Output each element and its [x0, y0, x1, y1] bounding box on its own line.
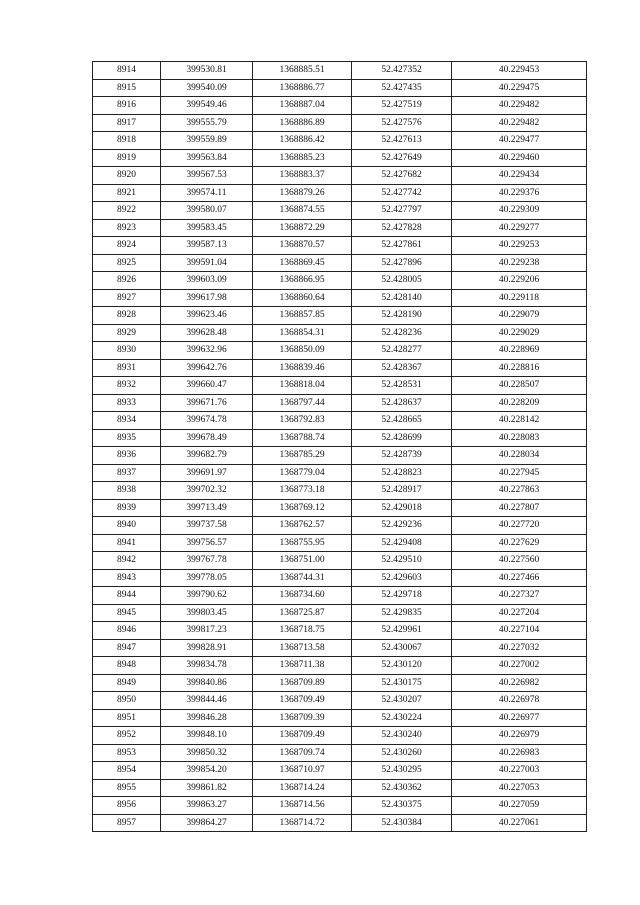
- latitude-cell: 52.428739: [352, 447, 452, 465]
- point-number-cell: 8945: [93, 604, 161, 622]
- latitude-cell: 52.430224: [352, 709, 452, 727]
- longitude-cell: 40.227945: [452, 464, 587, 482]
- longitude-cell: 40.228507: [452, 377, 587, 395]
- table-row: [93, 639, 587, 657]
- latitude-cell: 52.429603: [352, 569, 452, 587]
- point-number-cell: 8946: [93, 622, 161, 640]
- table-row: [93, 79, 587, 97]
- x-coordinate-cell: 399803.45: [161, 604, 253, 622]
- y-coordinate-cell: 1368885.23: [253, 149, 352, 167]
- longitude-cell: 40.227863: [452, 482, 587, 500]
- longitude-cell: 40.227032: [452, 639, 587, 657]
- y-coordinate-cell: 1368714.56: [253, 797, 352, 815]
- table-row: [93, 149, 587, 167]
- point-number-cell: 8948: [93, 657, 161, 675]
- longitude-cell: 40.229477: [452, 132, 587, 150]
- longitude-cell: 40.227204: [452, 604, 587, 622]
- latitude-cell: 52.430175: [352, 674, 452, 692]
- longitude-cell: 40.227002: [452, 657, 587, 675]
- x-coordinate-cell: 399671.76: [161, 394, 253, 412]
- y-coordinate-cell: 1368714.24: [253, 779, 352, 797]
- latitude-cell: 52.429510: [352, 552, 452, 570]
- y-coordinate-cell: 1368718.75: [253, 622, 352, 640]
- y-coordinate-cell: 1368886.77: [253, 79, 352, 97]
- y-coordinate-cell: 1368860.64: [253, 289, 352, 307]
- table-row: [93, 587, 587, 605]
- x-coordinate-cell: 399574.11: [161, 184, 253, 202]
- point-number-cell: 8923: [93, 219, 161, 237]
- table-row: [93, 272, 587, 290]
- x-coordinate-cell: 399623.46: [161, 307, 253, 325]
- y-coordinate-cell: 1368872.29: [253, 219, 352, 237]
- point-number-cell: 8952: [93, 727, 161, 745]
- x-coordinate-cell: 399540.09: [161, 79, 253, 97]
- point-number-cell: 8914: [93, 62, 161, 80]
- table-row: [93, 132, 587, 150]
- x-coordinate-cell: 399702.32: [161, 482, 253, 500]
- table-row: [93, 429, 587, 447]
- table-row: [93, 359, 587, 377]
- table-row: [93, 797, 587, 815]
- x-coordinate-cell: 399817.23: [161, 622, 253, 640]
- latitude-cell: 52.430120: [352, 657, 452, 675]
- point-number-cell: 8935: [93, 429, 161, 447]
- latitude-cell: 52.428637: [352, 394, 452, 412]
- x-coordinate-cell: 399790.62: [161, 587, 253, 605]
- latitude-cell: 52.430295: [352, 762, 452, 780]
- table-row: [93, 202, 587, 220]
- longitude-cell: 40.227003: [452, 762, 587, 780]
- latitude-cell: 52.430260: [352, 744, 452, 762]
- longitude-cell: 40.226978: [452, 692, 587, 710]
- x-coordinate-cell: 399767.78: [161, 552, 253, 570]
- x-coordinate-cell: 399834.78: [161, 657, 253, 675]
- y-coordinate-cell: 1368709.39: [253, 709, 352, 727]
- table-row: [93, 289, 587, 307]
- x-coordinate-cell: 399603.09: [161, 272, 253, 290]
- point-number-cell: 8957: [93, 814, 161, 832]
- x-coordinate-cell: 399864.27: [161, 814, 253, 832]
- latitude-cell: 52.428005: [352, 272, 452, 290]
- x-coordinate-cell: 399846.28: [161, 709, 253, 727]
- x-coordinate-cell: 399563.84: [161, 149, 253, 167]
- table-row: [93, 604, 587, 622]
- latitude-cell: 52.427682: [352, 167, 452, 185]
- point-number-cell: 8926: [93, 272, 161, 290]
- y-coordinate-cell: 1368755.95: [253, 534, 352, 552]
- latitude-cell: 52.427896: [352, 254, 452, 272]
- point-number-cell: 8930: [93, 342, 161, 360]
- point-number-cell: 8953: [93, 744, 161, 762]
- x-coordinate-cell: 399844.46: [161, 692, 253, 710]
- x-coordinate-cell: 399756.57: [161, 534, 253, 552]
- x-coordinate-cell: 399555.79: [161, 114, 253, 132]
- y-coordinate-cell: 1368850.09: [253, 342, 352, 360]
- longitude-cell: 40.227560: [452, 552, 587, 570]
- longitude-cell: 40.228142: [452, 412, 587, 430]
- point-number-cell: 8918: [93, 132, 161, 150]
- latitude-cell: 52.427519: [352, 97, 452, 115]
- y-coordinate-cell: 1368751.00: [253, 552, 352, 570]
- point-number-cell: 8915: [93, 79, 161, 97]
- y-coordinate-cell: 1368709.89: [253, 674, 352, 692]
- longitude-cell: 40.229277: [452, 219, 587, 237]
- table-row: [93, 779, 587, 797]
- longitude-cell: 40.229482: [452, 97, 587, 115]
- longitude-cell: 40.229079: [452, 307, 587, 325]
- point-number-cell: 8949: [93, 674, 161, 692]
- x-coordinate-cell: 399591.04: [161, 254, 253, 272]
- x-coordinate-cell: 399848.10: [161, 727, 253, 745]
- table-row: [93, 499, 587, 517]
- y-coordinate-cell: 1368788.74: [253, 429, 352, 447]
- latitude-cell: 52.428699: [352, 429, 452, 447]
- latitude-cell: 52.428917: [352, 482, 452, 500]
- y-coordinate-cell: 1368725.87: [253, 604, 352, 622]
- x-coordinate-cell: 399628.48: [161, 324, 253, 342]
- longitude-cell: 40.227104: [452, 622, 587, 640]
- table-row: [93, 482, 587, 500]
- y-coordinate-cell: 1368713.58: [253, 639, 352, 657]
- table-row: [93, 674, 587, 692]
- table-row: [93, 394, 587, 412]
- longitude-cell: 40.226983: [452, 744, 587, 762]
- table-row: [93, 464, 587, 482]
- latitude-cell: 52.427613: [352, 132, 452, 150]
- latitude-cell: 52.428190: [352, 307, 452, 325]
- x-coordinate-cell: 399682.79: [161, 447, 253, 465]
- x-coordinate-cell: 399691.97: [161, 464, 253, 482]
- table-row: [93, 727, 587, 745]
- point-number-cell: 8917: [93, 114, 161, 132]
- point-number-cell: 8941: [93, 534, 161, 552]
- y-coordinate-cell: 1368714.72: [253, 814, 352, 832]
- latitude-cell: 52.428823: [352, 464, 452, 482]
- point-number-cell: 8919: [93, 149, 161, 167]
- point-number-cell: 8950: [93, 692, 161, 710]
- longitude-cell: 40.228083: [452, 429, 587, 447]
- latitude-cell: 52.428236: [352, 324, 452, 342]
- y-coordinate-cell: 1368711.38: [253, 657, 352, 675]
- point-number-cell: 8947: [93, 639, 161, 657]
- y-coordinate-cell: 1368709.49: [253, 692, 352, 710]
- y-coordinate-cell: 1368886.42: [253, 132, 352, 150]
- x-coordinate-cell: 399713.49: [161, 499, 253, 517]
- latitude-cell: 52.429718: [352, 587, 452, 605]
- latitude-cell: 52.429236: [352, 517, 452, 535]
- longitude-cell: 40.226982: [452, 674, 587, 692]
- latitude-cell: 52.430240: [352, 727, 452, 745]
- longitude-cell: 40.229376: [452, 184, 587, 202]
- point-number-cell: 8937: [93, 464, 161, 482]
- y-coordinate-cell: 1368709.74: [253, 744, 352, 762]
- longitude-cell: 40.227720: [452, 517, 587, 535]
- point-number-cell: 8933: [93, 394, 161, 412]
- table-row: [93, 692, 587, 710]
- x-coordinate-cell: 399850.32: [161, 744, 253, 762]
- longitude-cell: 40.229460: [452, 149, 587, 167]
- y-coordinate-cell: 1368887.04: [253, 97, 352, 115]
- longitude-cell: 40.228969: [452, 342, 587, 360]
- y-coordinate-cell: 1368885.51: [253, 62, 352, 80]
- x-coordinate-cell: 399583.45: [161, 219, 253, 237]
- table-row: [93, 377, 587, 395]
- y-coordinate-cell: 1368854.31: [253, 324, 352, 342]
- table-row: [93, 534, 587, 552]
- x-coordinate-cell: 399863.27: [161, 797, 253, 815]
- point-number-cell: 8916: [93, 97, 161, 115]
- point-number-cell: 8932: [93, 377, 161, 395]
- x-coordinate-cell: 399678.49: [161, 429, 253, 447]
- x-coordinate-cell: 399778.05: [161, 569, 253, 587]
- coordinates-table-body: [93, 62, 587, 832]
- y-coordinate-cell: 1368779.04: [253, 464, 352, 482]
- y-coordinate-cell: 1368734.60: [253, 587, 352, 605]
- table-row: [93, 97, 587, 115]
- x-coordinate-cell: 399861.82: [161, 779, 253, 797]
- latitude-cell: 52.428277: [352, 342, 452, 360]
- longitude-cell: 40.229118: [452, 289, 587, 307]
- y-coordinate-cell: 1368785.29: [253, 447, 352, 465]
- longitude-cell: 40.229253: [452, 237, 587, 255]
- table-row: [93, 762, 587, 780]
- x-coordinate-cell: 399587.13: [161, 237, 253, 255]
- y-coordinate-cell: 1368773.18: [253, 482, 352, 500]
- longitude-cell: 40.227629: [452, 534, 587, 552]
- x-coordinate-cell: 399580.07: [161, 202, 253, 220]
- point-number-cell: 8955: [93, 779, 161, 797]
- longitude-cell: 40.227466: [452, 569, 587, 587]
- coordinates-table: [92, 61, 587, 832]
- longitude-cell: 40.229206: [452, 272, 587, 290]
- y-coordinate-cell: 1368762.57: [253, 517, 352, 535]
- point-number-cell: 8921: [93, 184, 161, 202]
- x-coordinate-cell: 399559.89: [161, 132, 253, 150]
- latitude-cell: 52.430067: [352, 639, 452, 657]
- y-coordinate-cell: 1368857.85: [253, 307, 352, 325]
- latitude-cell: 52.428665: [352, 412, 452, 430]
- x-coordinate-cell: 399617.98: [161, 289, 253, 307]
- latitude-cell: 52.427861: [352, 237, 452, 255]
- point-number-cell: 8951: [93, 709, 161, 727]
- longitude-cell: 40.228816: [452, 359, 587, 377]
- longitude-cell: 40.227059: [452, 797, 587, 815]
- table-row: [93, 622, 587, 640]
- table-row: [93, 114, 587, 132]
- latitude-cell: 52.429018: [352, 499, 452, 517]
- x-coordinate-cell: 399530.81: [161, 62, 253, 80]
- latitude-cell: 52.427576: [352, 114, 452, 132]
- latitude-cell: 52.427828: [352, 219, 452, 237]
- latitude-cell: 52.427742: [352, 184, 452, 202]
- point-number-cell: 8924: [93, 237, 161, 255]
- latitude-cell: 52.430384: [352, 814, 452, 832]
- table-row: [93, 552, 587, 570]
- table-row: [93, 237, 587, 255]
- point-number-cell: 8922: [93, 202, 161, 220]
- table-row: [93, 744, 587, 762]
- point-number-cell: 8936: [93, 447, 161, 465]
- table-row: [93, 517, 587, 535]
- x-coordinate-cell: 399549.46: [161, 97, 253, 115]
- y-coordinate-cell: 1368797.44: [253, 394, 352, 412]
- point-number-cell: 8944: [93, 587, 161, 605]
- point-number-cell: 8934: [93, 412, 161, 430]
- longitude-cell: 40.229029: [452, 324, 587, 342]
- latitude-cell: 52.428367: [352, 359, 452, 377]
- longitude-cell: 40.229309: [452, 202, 587, 220]
- table-row: [93, 342, 587, 360]
- point-number-cell: 8928: [93, 307, 161, 325]
- x-coordinate-cell: 399660.47: [161, 377, 253, 395]
- longitude-cell: 40.227807: [452, 499, 587, 517]
- point-number-cell: 8929: [93, 324, 161, 342]
- table-row: [93, 447, 587, 465]
- y-coordinate-cell: 1368792.83: [253, 412, 352, 430]
- point-number-cell: 8954: [93, 762, 161, 780]
- table-row: [93, 184, 587, 202]
- y-coordinate-cell: 1368869.45: [253, 254, 352, 272]
- latitude-cell: 52.427797: [352, 202, 452, 220]
- longitude-cell: 40.227061: [452, 814, 587, 832]
- point-number-cell: 8920: [93, 167, 161, 185]
- longitude-cell: 40.229482: [452, 114, 587, 132]
- y-coordinate-cell: 1368874.55: [253, 202, 352, 220]
- table-row: [93, 307, 587, 325]
- x-coordinate-cell: 399674.78: [161, 412, 253, 430]
- y-coordinate-cell: 1368879.26: [253, 184, 352, 202]
- y-coordinate-cell: 1368709.49: [253, 727, 352, 745]
- latitude-cell: 52.427352: [352, 62, 452, 80]
- y-coordinate-cell: 1368710.97: [253, 762, 352, 780]
- x-coordinate-cell: 399840.86: [161, 674, 253, 692]
- table-row: [93, 254, 587, 272]
- y-coordinate-cell: 1368839.46: [253, 359, 352, 377]
- latitude-cell: 52.429408: [352, 534, 452, 552]
- x-coordinate-cell: 399642.76: [161, 359, 253, 377]
- latitude-cell: 52.429961: [352, 622, 452, 640]
- table-row: [93, 657, 587, 675]
- longitude-cell: 40.229434: [452, 167, 587, 185]
- point-number-cell: 8931: [93, 359, 161, 377]
- latitude-cell: 52.427649: [352, 149, 452, 167]
- y-coordinate-cell: 1368818.04: [253, 377, 352, 395]
- longitude-cell: 40.227327: [452, 587, 587, 605]
- table-row: [93, 569, 587, 587]
- longitude-cell: 40.228209: [452, 394, 587, 412]
- table-row: [93, 219, 587, 237]
- x-coordinate-cell: 399828.91: [161, 639, 253, 657]
- x-coordinate-cell: 399737.58: [161, 517, 253, 535]
- table-row: [93, 709, 587, 727]
- point-number-cell: 8939: [93, 499, 161, 517]
- y-coordinate-cell: 1368769.12: [253, 499, 352, 517]
- point-number-cell: 8943: [93, 569, 161, 587]
- x-coordinate-cell: 399567.53: [161, 167, 253, 185]
- longitude-cell: 40.228034: [452, 447, 587, 465]
- y-coordinate-cell: 1368744.31: [253, 569, 352, 587]
- longitude-cell: 40.229238: [452, 254, 587, 272]
- table-row: [93, 62, 587, 80]
- table-row: [93, 814, 587, 832]
- longitude-cell: 40.229475: [452, 79, 587, 97]
- point-number-cell: 8940: [93, 517, 161, 535]
- point-number-cell: 8938: [93, 482, 161, 500]
- latitude-cell: 52.427435: [352, 79, 452, 97]
- longitude-cell: 40.229453: [452, 62, 587, 80]
- point-number-cell: 8942: [93, 552, 161, 570]
- longitude-cell: 40.226977: [452, 709, 587, 727]
- y-coordinate-cell: 1368870.57: [253, 237, 352, 255]
- latitude-cell: 52.430207: [352, 692, 452, 710]
- table-row: [93, 324, 587, 342]
- point-number-cell: 8927: [93, 289, 161, 307]
- x-coordinate-cell: 399854.20: [161, 762, 253, 780]
- point-number-cell: 8925: [93, 254, 161, 272]
- y-coordinate-cell: 1368886.89: [253, 114, 352, 132]
- y-coordinate-cell: 1368866.95: [253, 272, 352, 290]
- point-number-cell: 8956: [93, 797, 161, 815]
- latitude-cell: 52.430362: [352, 779, 452, 797]
- latitude-cell: 52.430375: [352, 797, 452, 815]
- latitude-cell: 52.429835: [352, 604, 452, 622]
- table-row: [93, 167, 587, 185]
- longitude-cell: 40.227053: [452, 779, 587, 797]
- latitude-cell: 52.428140: [352, 289, 452, 307]
- y-coordinate-cell: 1368883.37: [253, 167, 352, 185]
- longitude-cell: 40.226979: [452, 727, 587, 745]
- table-row: [93, 412, 587, 430]
- x-coordinate-cell: 399632.96: [161, 342, 253, 360]
- latitude-cell: 52.428531: [352, 377, 452, 395]
